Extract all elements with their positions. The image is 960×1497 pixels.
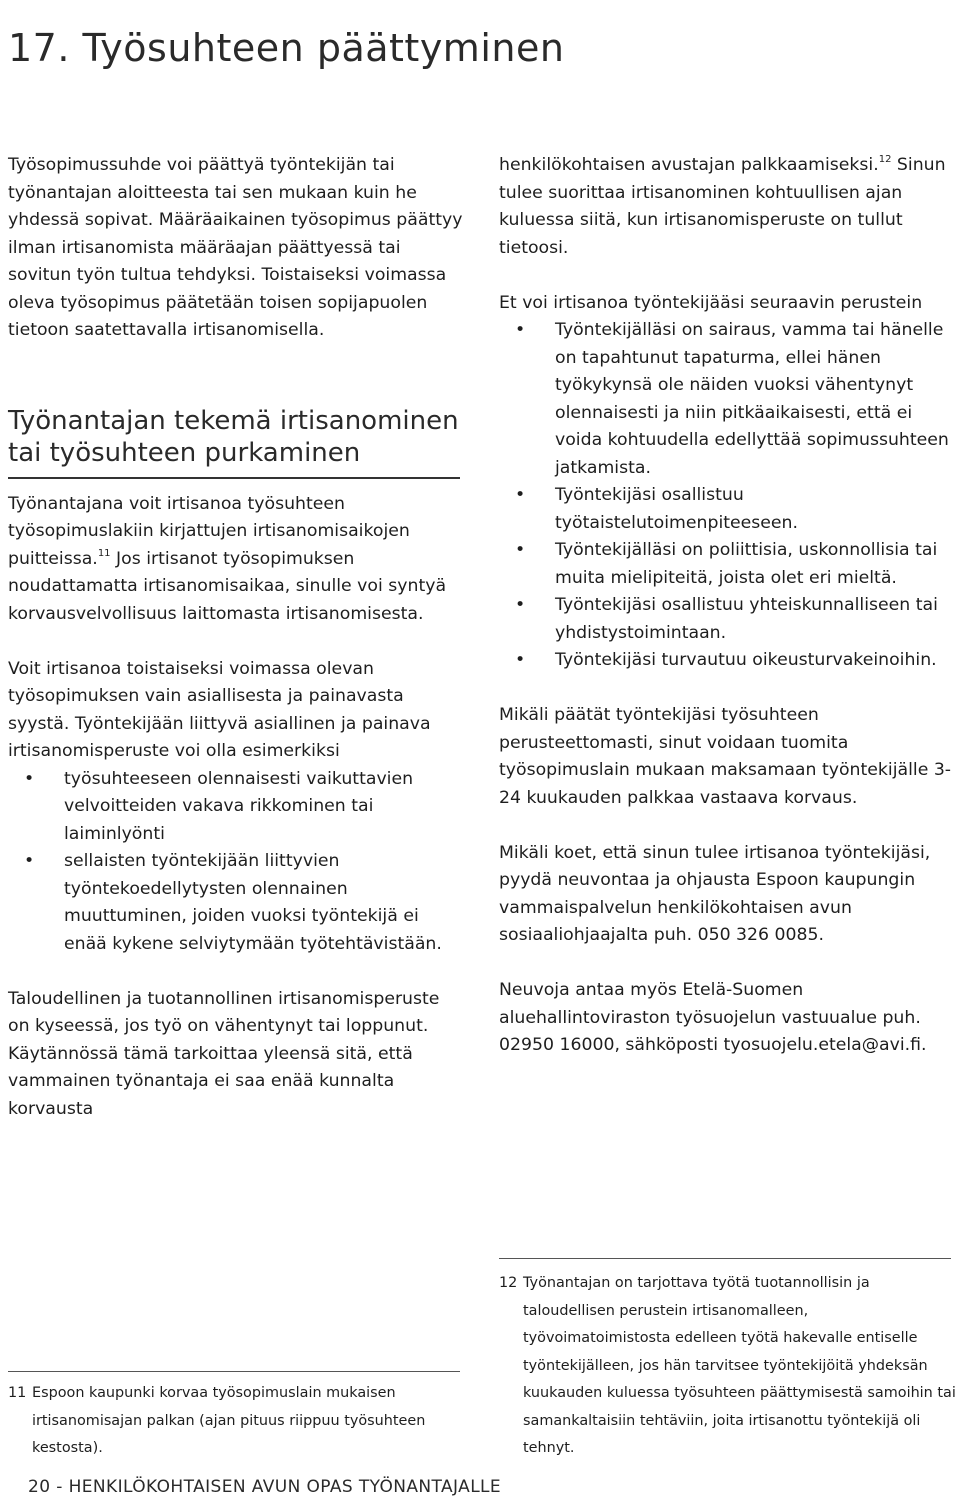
list-item: • työsuhteeseen olennaisesti vaikuttavien velvoitteiden vakava rikkominen tai laiminlyönti	[8, 766, 463, 849]
footnote-text: Työnantajan on tarjottava työtä tuotannollisin ja taloudellisen perustein irtisanomalleen, työvoimatoimistosta edelleen työtä hakevalle entiselle työntekijälleen, jos hän tarvitsee työntekijöitä yhdeksän kuukauden kuluessa työsuhteen päättymisestä samoihin tai samankaltaisiin tehtäviin, joita irtisanottu työntekijä oli tehnyt.	[523, 1275, 956, 1456]
page-footer: 20 - HENKILÖKOHTAISEN AVUN OPAS TYÖNANTAJALLE	[28, 1477, 502, 1497]
list-item: • Työntekijälläsi on sairaus, vamma tai hänelle on tapahtunut tapaturma, ellei hänen työkykynsä ole näiden vuoksi vähentynyt olennaisesti ja niin pitkäaikaisesti, että ei voida kohtuudella edellyttää sopimussuhteen jatkamista.	[499, 317, 957, 482]
footnote-12	[499, 1270, 957, 1463]
list-item: • sellaisten työntekijään liittyvien työntekoedellytysten olennainen muuttuminen, joiden vuoksi työntekijä ei enää kykene selviytymään työtehtävistään.	[8, 848, 463, 958]
footnote-divider-right	[499, 1258, 951, 1259]
page-title: 17. Työsuhteen päättyminen	[8, 26, 565, 70]
footnote-ref-12: 12	[878, 154, 892, 165]
right-column	[499, 152, 957, 1060]
continuation-paragraph: henkilökohtaisen avustajan palkkaamiseksi.$^{12}$ Sinun tulee suorittaa irtisanominen kohtuullisen ajan kuluessa siitä, kun irtisanomisperuste on tullut tietoosi.	[499, 154, 946, 258]
list-item: • Työntekijäsi osallistuu yhteiskunnalliseen tai yhdistystoimintaan.	[499, 592, 957, 647]
prohibited-grounds-list	[499, 317, 957, 675]
footnote-number: 12	[499, 1275, 518, 1291]
prohibited-grounds-intro: Et voi irtisanoa työntekijääsi seuraavin perustein	[499, 292, 923, 313]
list-item: • Työntekijäsi osallistuu työtaistelutoimenpiteeseen.	[499, 482, 957, 537]
heading-divider	[8, 477, 460, 479]
compensation-paragraph: Mikäli päätät työntekijäsi työsuhteen perusteettomasti, sinut voidaan tuomita työsopimuslain mukaan maksamaan työntekijälle 3-24 kuukauden palkkaa vastaava korvaus.	[499, 705, 952, 808]
footnote-11	[8, 1380, 463, 1463]
footnote-ref-11: 11	[97, 547, 111, 559]
contact-paragraph: Neuvoja antaa myös Etelä-Suomen aluehallintoviraston työsuojelun vastuualue puh. 02950 16000, sähköposti tyosuojelu.etela@avi.fi.	[499, 980, 927, 1055]
intro-paragraph: Työsopimussuhde voi päättyä työntekijän tai työnantajan aloitteesta tai sen mukaan kuin he yhdessä sopivat. Määräaikainen työsopimus päättyy ilman irtisanomista määräajan päättyessä tai sovitun työn tultua tehdyksi. Toistaiseksi voimassa oleva työsopimus päätetään toisen sopijapuolen tietoon saatettavalla irtisanomisella.	[8, 155, 463, 340]
section-heading: Työnantajan tekemä irtisanominen tai työsuhteen purkaminen	[8, 405, 459, 468]
left-column	[8, 152, 463, 1123]
footnote-divider-left	[8, 1371, 460, 1372]
list-item: • Työntekijälläsi on poliittisia, uskonnollisia tai muita mielipiteitä, joista olet eri mieltä.	[499, 537, 957, 592]
economic-paragraph: Taloudellinen ja tuotannollinen irtisanomisperuste on kyseessä, jos työ on vähentynyt tai loppunut. Käytännössä tämä tarkoittaa yleensä sitä, että vammainen työnantaja ei saa enää kunnalta korvausta	[8, 988, 440, 1119]
termination-paragraph: Työnantajana voit irtisanoa työsuhteen työsopimuslakiin kirjattujen irtisanomisaikojen puitteissa.$^{11}$ Jos irtisanot työsopimuksen noudattamatta irtisanomisaikaa, sinulle voi syntyä korvausvelvollisuus laittomasta irtisanomisesta.	[8, 493, 447, 624]
grounds-list	[8, 766, 463, 959]
footnote-number: 11	[8, 1385, 27, 1401]
grounds-paragraph: Voit irtisanoa toistaiseksi voimassa olevan työsopimuksen vain asiallisesta ja painavasta syystä. Työntekijään liittyvä asiallinen ja painava irtisanomisperuste voi olla esimerkiksi	[8, 658, 431, 761]
guidance-paragraph: Mikäli koet, että sinun tulee irtisanoa työntekijäsi, pyydä neuvontaa ja ohjausta Espoon kaupungin vammaispalvelun henkilökohtaisen avun sosiaaliohjaajalta puh. 050 326 0085.	[499, 842, 931, 945]
list-item: • Työntekijäsi turvautuu oikeusturvakeinoihin.	[499, 647, 957, 675]
footnote-text: Espoon kaupunki korvaa työsopimuslain mukaisen irtisanomisajan palkan (ajan pituus riippuu työsuhteen kestosta).	[32, 1385, 426, 1456]
